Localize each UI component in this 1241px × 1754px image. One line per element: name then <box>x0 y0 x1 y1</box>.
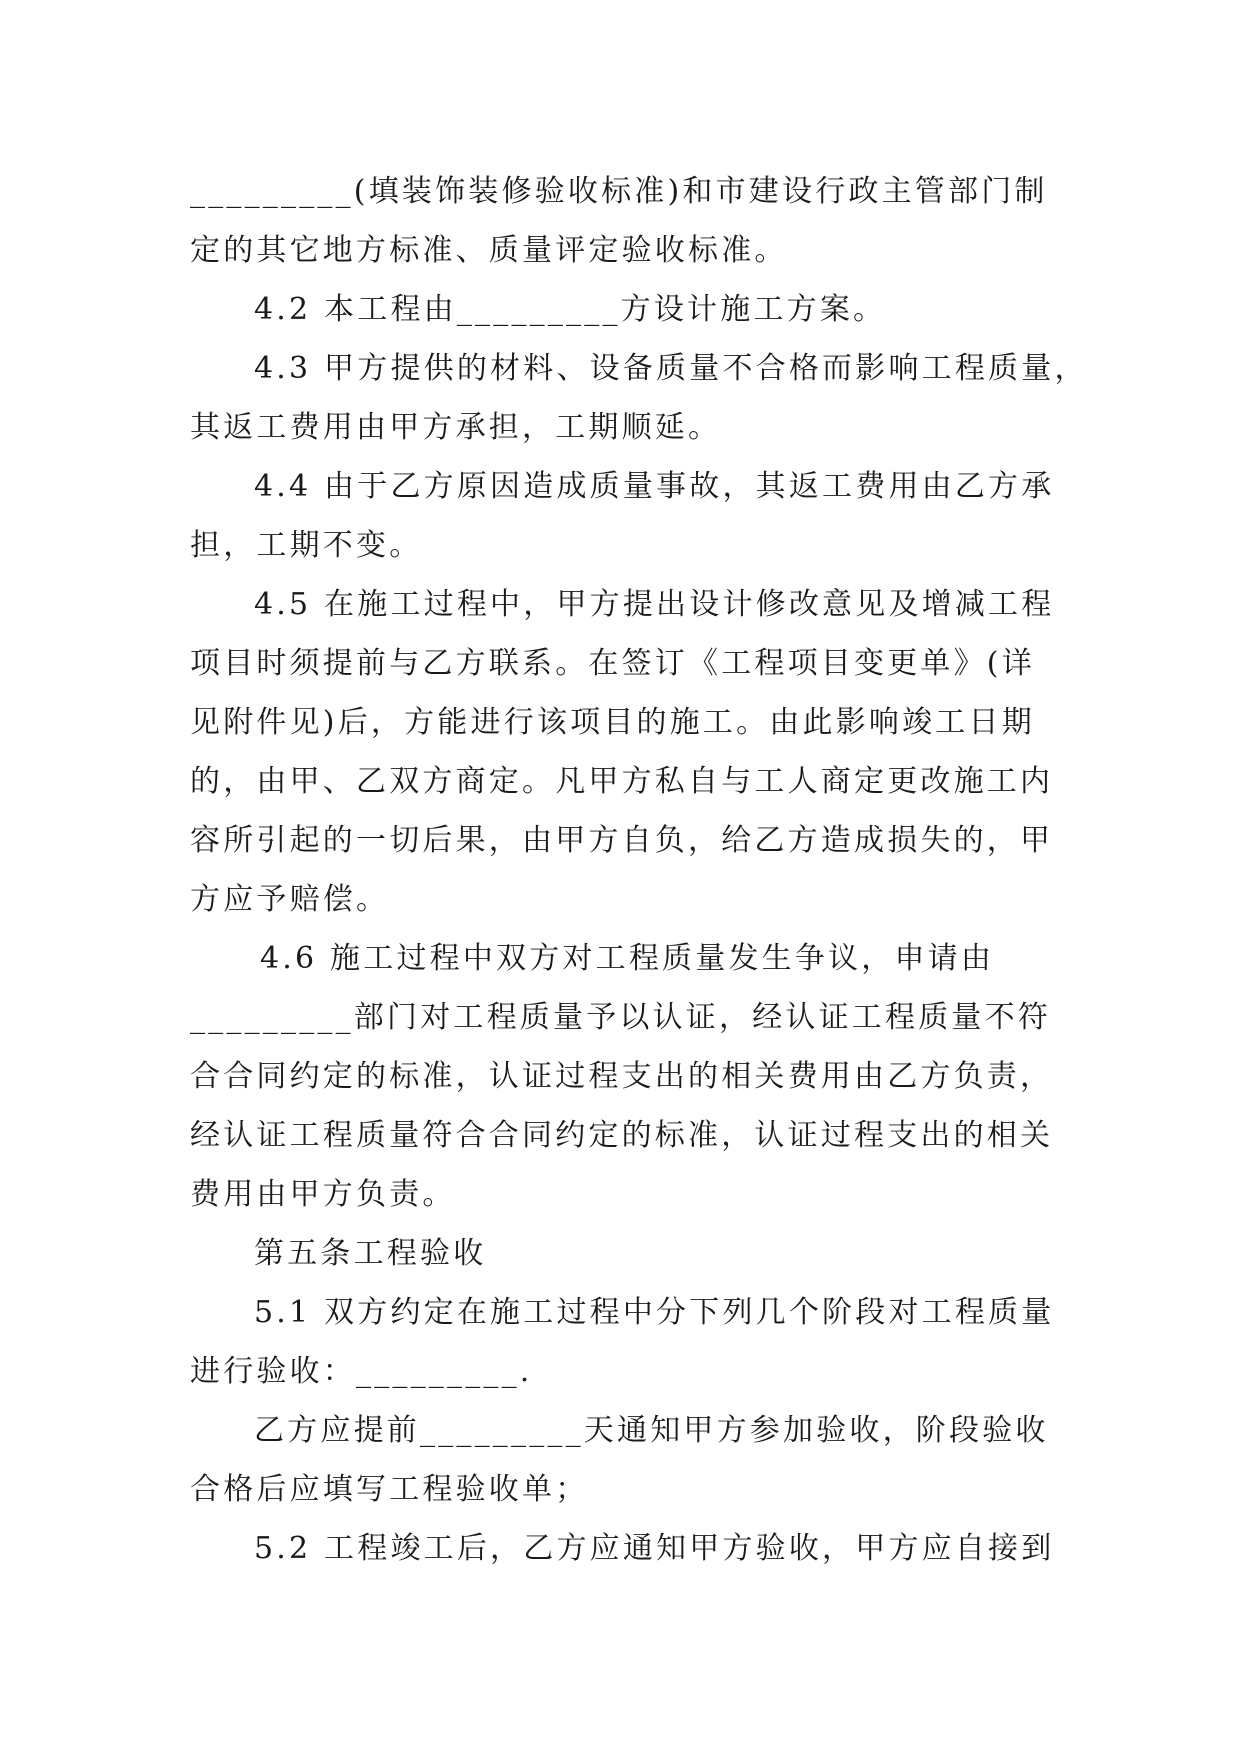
text-line: 4.3 甲方提供的材料、设备质量不合格而影响工程质量， <box>254 351 1088 386</box>
text-line: 乙方应提前_________天通知甲方参加验收，阶段验收 <box>254 1413 1049 1448</box>
text-line: 费用由甲方负责。 <box>190 1177 456 1212</box>
text-line: 方应予赔偿。 <box>190 882 390 917</box>
text-line: 定的其它地方标准、质量评定验收标准。 <box>190 233 788 268</box>
text-line: 容所引起的一切后果，由甲方自负，给乙方造成损失的，甲 <box>190 823 1054 858</box>
text-line: 进行验收：_________. <box>190 1354 533 1389</box>
text-line: 其返工费用由甲方承担，工期顺延。 <box>190 410 722 445</box>
text-line: 担，工期不变。 <box>190 528 423 563</box>
text-line: _________(填装饰装修验收标准)和市建设行政主管部门制 <box>190 174 1048 209</box>
text-line: 4.2 本工程由_________方设计施工方案。 <box>254 292 887 327</box>
section-heading: 第五条工程验收 <box>254 1236 487 1271</box>
text-line: 项目时须提前与乙方联系。在签订《工程项目变更单》(详 <box>190 646 1035 681</box>
text-line: 经认证工程质量符合合同约定的标准，认证过程支出的相关 <box>190 1118 1054 1153</box>
text-line: 5.1 双方约定在施工过程中分下列几个阶段对工程质量 <box>254 1295 1055 1330</box>
text-line: 合合同约定的标准，认证过程支出的相关费用由乙方负责， <box>190 1059 1054 1094</box>
text-line: 4.4 由于乙方原因造成质量事故，其返工费用由乙方承 <box>254 469 1055 504</box>
text-line: 4.6 施工过程中双方对工程质量发生争议，申请由 <box>260 941 995 976</box>
text-line: 的，由甲、乙双方商定。凡甲方私自与工人商定更改施工内 <box>190 764 1054 799</box>
text-line: 4.5 在施工过程中，甲方提出设计修改意见及增减工程 <box>254 587 1055 622</box>
text-line: 5.2 工程竣工后，乙方应通知甲方验收，甲方应自接到 <box>254 1531 1055 1566</box>
document-page <box>190 162 1088 1578</box>
text-line: 见附件见)后，方能进行该项目的施工。由此影响竣工日期 <box>190 705 1035 740</box>
text-line: _________部门对工程质量予以认证，经认证工程质量不符 <box>190 1000 1051 1035</box>
text-line: 合格后应填写工程验收单； <box>190 1472 589 1507</box>
